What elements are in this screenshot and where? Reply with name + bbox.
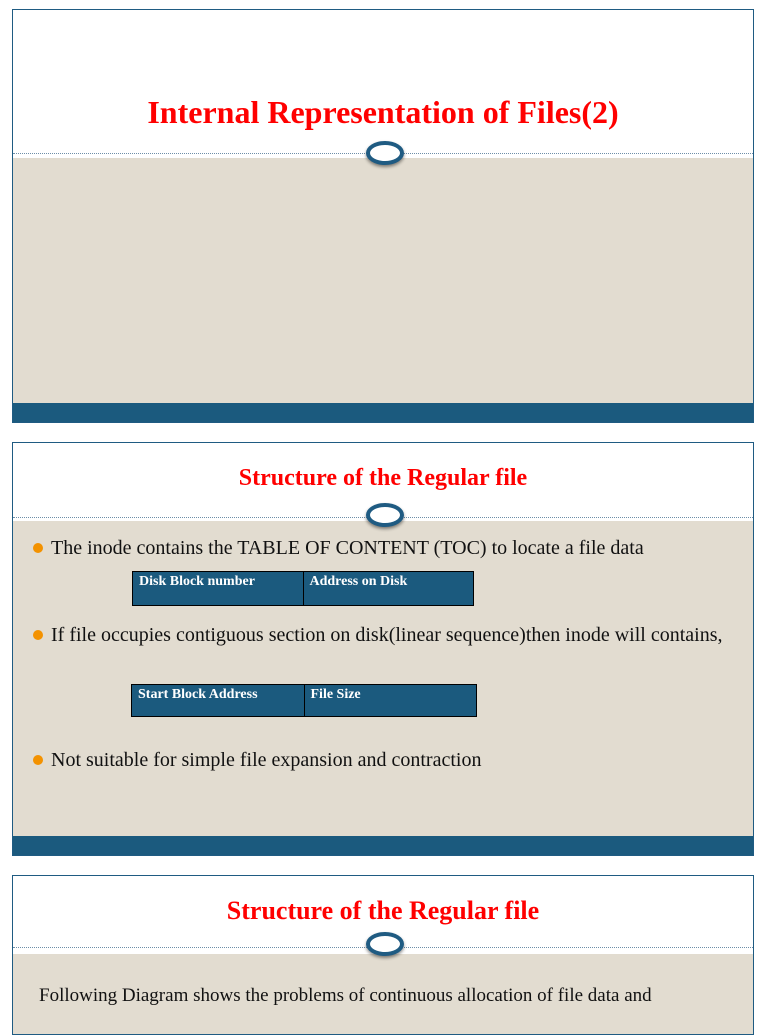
table-header-cell: Start Block Address [138, 687, 258, 702]
slide-2-title: Structure of the Regular file [238, 465, 528, 491]
ring-ornament-icon [366, 932, 404, 956]
slide-3 [12, 875, 754, 1035]
slide-2-body [13, 521, 753, 836]
bullet-item [33, 529, 725, 568]
slide-1 [12, 9, 754, 423]
slide-3-body [13, 954, 753, 1035]
slide-3-title: Structure of the Regular file [226, 896, 540, 925]
contiguous-table [131, 684, 477, 717]
slide-1-body [13, 158, 753, 403]
slide-1-title-area [13, 10, 753, 156]
bullet-text: The inode contains the TABLE OF CONTENT (TOC) to locate a file data [51, 537, 644, 559]
table-header-cell: Address on Disk [303, 572, 474, 605]
slide-2 [12, 442, 754, 856]
slide-2-footer-bar [13, 836, 753, 856]
ring-ornament-icon [366, 141, 404, 165]
ring-ornament-icon [366, 503, 404, 527]
bullet-dot-icon [33, 630, 43, 640]
bullet-text: Not suitable for simple file expansion and contraction [51, 749, 482, 771]
bullet-dot-icon [33, 543, 43, 553]
slide-1-title: Internal Representation of Files(2) [147, 94, 619, 130]
slide-3-paragraph: Following Diagram shows the problems of continuous allocation of file data and [39, 985, 652, 1006]
bullet-item [33, 616, 725, 655]
bullet-item [33, 741, 725, 780]
bullet-text: If file occupies contiguous section on disk(linear sequence)then inode will contains, [51, 624, 723, 646]
table-header-cell: File Size [304, 685, 477, 716]
table-header-cell: Disk Block number [139, 574, 255, 589]
bullet-dot-icon [33, 755, 43, 765]
toc-table [132, 571, 474, 606]
slide-1-footer-bar [13, 403, 753, 423]
